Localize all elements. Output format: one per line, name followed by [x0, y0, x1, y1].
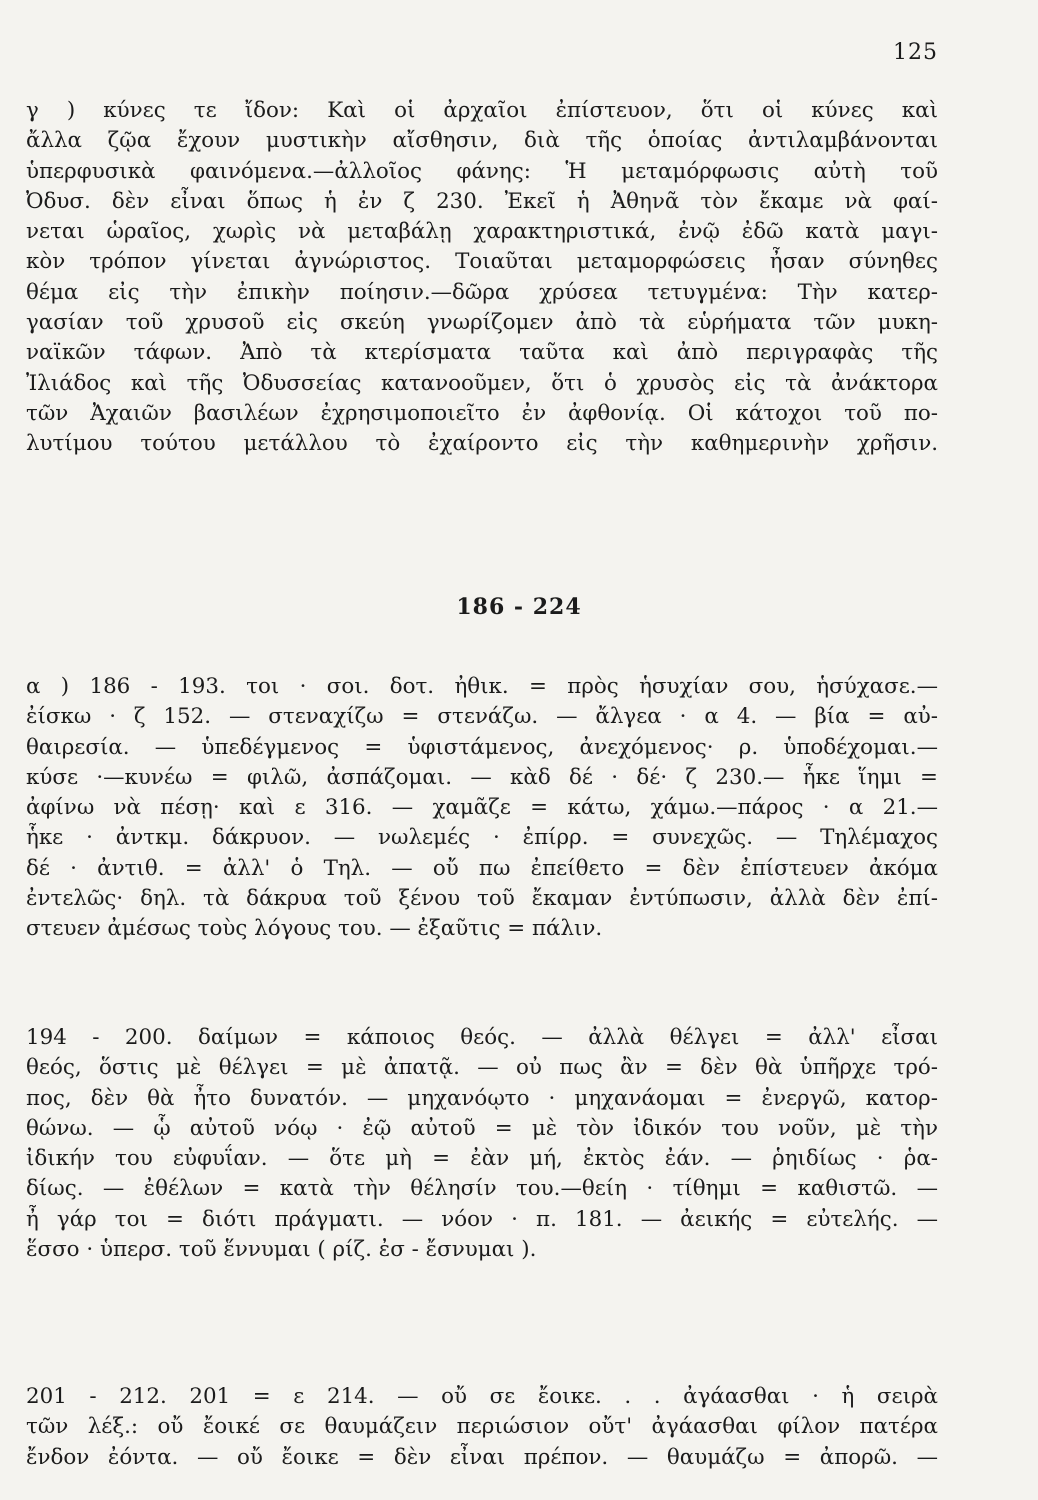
text-line: ἄλλα ζῷα ἔχουν μυστικὴν αἴσθησιν, διὰ τῆς ὁποίας ἀντιλαμβάνονται — [26, 128, 938, 154]
text-line: πος, δὲν θὰ ἦτο δυνατόν. — μηχανόῳτο · μηχανάομαι = ἐνεργῶ, κατορ- — [26, 1085, 938, 1111]
text-line: ἔνδον ἐόντα. — οὔ ἔοικε = δὲν εἶναι πρέπον. — θαυμάζω = ἀπορῶ. — — [26, 1444, 938, 1470]
text-line: ἀφίνω νὰ πέσῃ· καὶ ε 316. — χαμᾶζε = κάτω, χάμω.—πάρος · α 21.— — [26, 795, 938, 821]
text-line: κὸν τρόπον γίνεται ἀγνώριστος. Τοιαῦται μεταμορφώσεις ἦσαν σύνηθες — [26, 249, 938, 275]
section-heading: 186 - 224 — [456, 594, 582, 620]
text-line: 194 - 200. δαίμων = κάποιος θεός. — ἀλλὰ θέλγει = ἀλλ' εἶσαι — [26, 1025, 938, 1050]
text-line: νεται ὡραῖος, χωρὶς νὰ μεταβάλῃ χαρακτηριστικά, ἐνῷ ἐδῶ κατὰ μαγι- — [26, 219, 938, 245]
text-line: ἦ γάρ τοι = διότι πράγματι. — νόον · π. 181. — ἀεικής = εὐτελής. — — [26, 1206, 938, 1232]
text-line: θέμα εἰς τὴν ἐπικὴν ποίησιν.—δῶρα χρύσεα τετυγμένα: Τὴν κατερ- — [26, 279, 938, 305]
text-line: λυτίμου τούτου μετάλλου τὸ ἐχαίροντο εἰς τὴν καθημερινὴν χρῆσιν. — [26, 431, 938, 457]
commentary-paragraph-1 — [26, 96, 938, 460]
text-line: τῶν Ἀχαιῶν βασιλέων ἐχρησιμοποιεῖτο ἐν ἀφθονίᾳ. Οἱ κάτοχοι τοῦ πο- — [26, 400, 938, 426]
text-line: θεός, ὅστις μὲ θέλγει = μὲ ἀπατᾷ. — οὐ πως ἂν = δὲν θὰ ὑπῆρχε τρό- — [26, 1055, 938, 1081]
text-line: τῶν λέξ.: οὔ ἔοικέ σε θαυμάζειν περιώσιον οὔτ' ἀγάασθαι φίλον πατέρα — [26, 1414, 938, 1440]
text-line: δίως. — ἐθέλων = κατὰ τὴν θέλησίν του.—θείη · τίθημι = καθιστῶ. — — [26, 1176, 938, 1202]
text-line: 201 - 212. 201 = ε 214. — οὔ σε ἔοικε. . . ἀγάασθαι · ἡ σειρὰ — [26, 1384, 938, 1409]
text-line: ἧκε · ἀντκμ. δάκρυον. — νωλεμές · ἐπίρρ. = συνεχῶς. — Τηλέμαχος — [26, 825, 938, 851]
page-number: 125 — [893, 40, 938, 65]
text-line: δέ · ἀντιθ. = ἀλλ' ὁ Τηλ. — οὔ πω ἐπείθετο = δὲν ἐπίστευεν ἀκόμα — [26, 855, 938, 881]
text-line: κύσε ·—κυνέω = φιλῶ, ἀσπάζομαι. — κὰδ δέ · δέ· ζ 230.— ἧκε ἵημι = — [26, 764, 938, 790]
text-line: γασίαν τοῦ χρυσοῦ εἰς σκεύη γνωρίζομεν ἀπὸ τὰ εὑρήματα τῶν μυκη- — [26, 310, 938, 336]
text-line: γ ) κύνες τε ἴδον: Καὶ οἱ ἀρχαῖοι ἐπίστευον, ὅτι οἱ κύνες καὶ — [26, 98, 938, 123]
text-line: ναϊκῶν τάφων. Ἀπὸ τὰ κτερίσματα ταῦτα καὶ ἀπὸ περιγραφὰς τῆς — [26, 340, 938, 366]
text-line: ἐντελῶς· δηλ. τὰ δάκρυα τοῦ ξένου τοῦ ἔκαμαν ἐντύπωσιν, ἀλλὰ δὲν ἐπί- — [26, 886, 938, 912]
text-line: Ὀδυσ. δὲν εἶναι ὅπως ἡ ἐν ζ 230. Ἐκεῖ ἡ Ἀθηνᾶ τὸν ἔκαμε νὰ φαί- — [26, 188, 938, 214]
text-line: ἰδικήν του εὐφυΐαν. — ὅτε μὴ = ἐὰν μή, ἐκτὸς ἐάν. — ῥηιδίως · ῥα- — [26, 1146, 938, 1172]
text-line: θώνω. — ᾧ αὐτοῦ νόῳ · ἐῷ αὐτοῦ = μὲ τὸν ἰδικόν του νοῦν, μὲ τὴν — [26, 1115, 938, 1141]
text-line: ὑπερφυσικὰ φαινόμενα.—ἀλλοῖος φάνης: Ἡ μεταμόρφωσις αὐτὴ τοῦ — [26, 158, 938, 184]
text-line: στευεν ἀμέσως τοὺς λόγους του. — ἐξαῦτις = πάλιν. — [26, 916, 603, 942]
text-line: α ) 186 - 193. τοι · σοι. δοτ. ἠθικ. = πρὸς ἡσυχίαν σου, ἡσύχασε.— — [26, 674, 938, 699]
text-line: Ἰλιάδος καὶ τῆς Ὀδυσσείας κατανοοῦμεν, ὅτι ὁ χρυσὸς εἰς τὰ ἀνάκτορα — [26, 370, 938, 396]
text-line: ἕσσο · ὑπερσ. τοῦ ἕννυμαι ( ρίζ. ἐσ - ἔσνυμαι ). — [26, 1237, 537, 1263]
commentary-paragraph-2 — [26, 672, 938, 945]
commentary-paragraph-4 — [26, 1382, 938, 1473]
text-line: ἐίσκω · ζ 152. — στεναχίζω = στενάζω. — ἄλγεα · α 4. — βία = αὐ- — [26, 704, 938, 730]
text-line: θαιρεσία. — ὑπεδέγμενος = ὑφιστάμενος, ἀνεχόμενος· ρ. ὑποδέχομαι.— — [26, 734, 938, 760]
commentary-paragraph-3 — [26, 1023, 938, 1265]
